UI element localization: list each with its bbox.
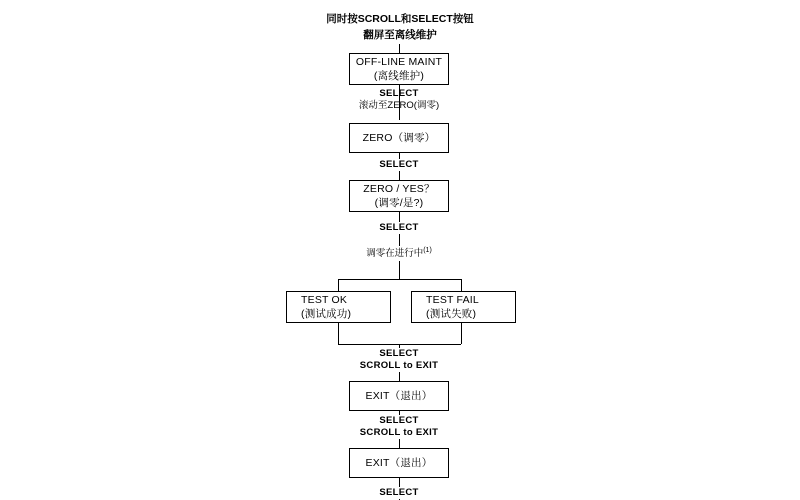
connector-split-bus [338,279,461,280]
node-zero-yes-line-2: (调零/是?) [374,197,424,209]
label-scroll-to-zero: 滚动至ZERO(调零) [358,100,440,111]
label-zero-in-progress-note: (1) [423,247,432,254]
node-test-ok-line-1: TEST OK [301,293,348,306]
node-exit-1 [349,381,449,411]
node-test-fail-line-2: (测试失败) [426,308,477,320]
label-select-4: SELECT [349,348,449,360]
connector-split-left-drop [338,279,339,291]
label-select-5: SELECT [349,415,449,427]
node-test-fail [411,291,516,323]
connector-test-ok-drop [338,323,339,344]
node-exit-2-line-1: EXIT（退出） [365,456,433,469]
label-select-3: SELECT [349,222,449,234]
connector-split-right-drop [461,279,462,291]
diagram-title-line-2: 翻屏至离线维护 [363,28,437,41]
node-zero-yes-line-1: ZERO / YES？ [363,182,435,195]
node-zero [349,123,449,153]
node-offline-maint [349,53,449,85]
label-zero-in-progress-text: 调零在进行中 [366,248,424,260]
diagram-title [260,12,540,44]
label-scroll-to-exit-1: SCROLL to EXIT [339,360,459,372]
node-zero-yes [349,180,449,212]
label-select-1: SELECT [379,88,419,99]
node-zero-line-1: ZERO（调零） [362,131,436,144]
node-exit-1-line-1: EXIT（退出） [365,389,433,402]
node-test-fail-line-1: TEST FAIL [426,293,479,306]
connector-title-to-offline-maint [399,44,400,53]
node-test-ok [286,291,391,323]
label-select-6: SELECT [349,487,449,499]
node-offline-maint-line-2: (离线维护) [373,70,425,82]
connector-test-fail-drop [461,323,462,344]
node-test-ok-line-2: (测试成功) [301,308,352,320]
label-select-2: SELECT [349,159,449,171]
node-offline-maint-line-1: OFF-LINE MAINT [355,55,443,68]
node-exit-2 [349,448,449,478]
label-zero-in-progress [339,246,459,261]
diagram-title-line-1: 同时按SCROLL和SELECT按钮 [326,13,474,25]
label-scroll-to-exit-2: SCROLL to EXIT [339,427,459,439]
